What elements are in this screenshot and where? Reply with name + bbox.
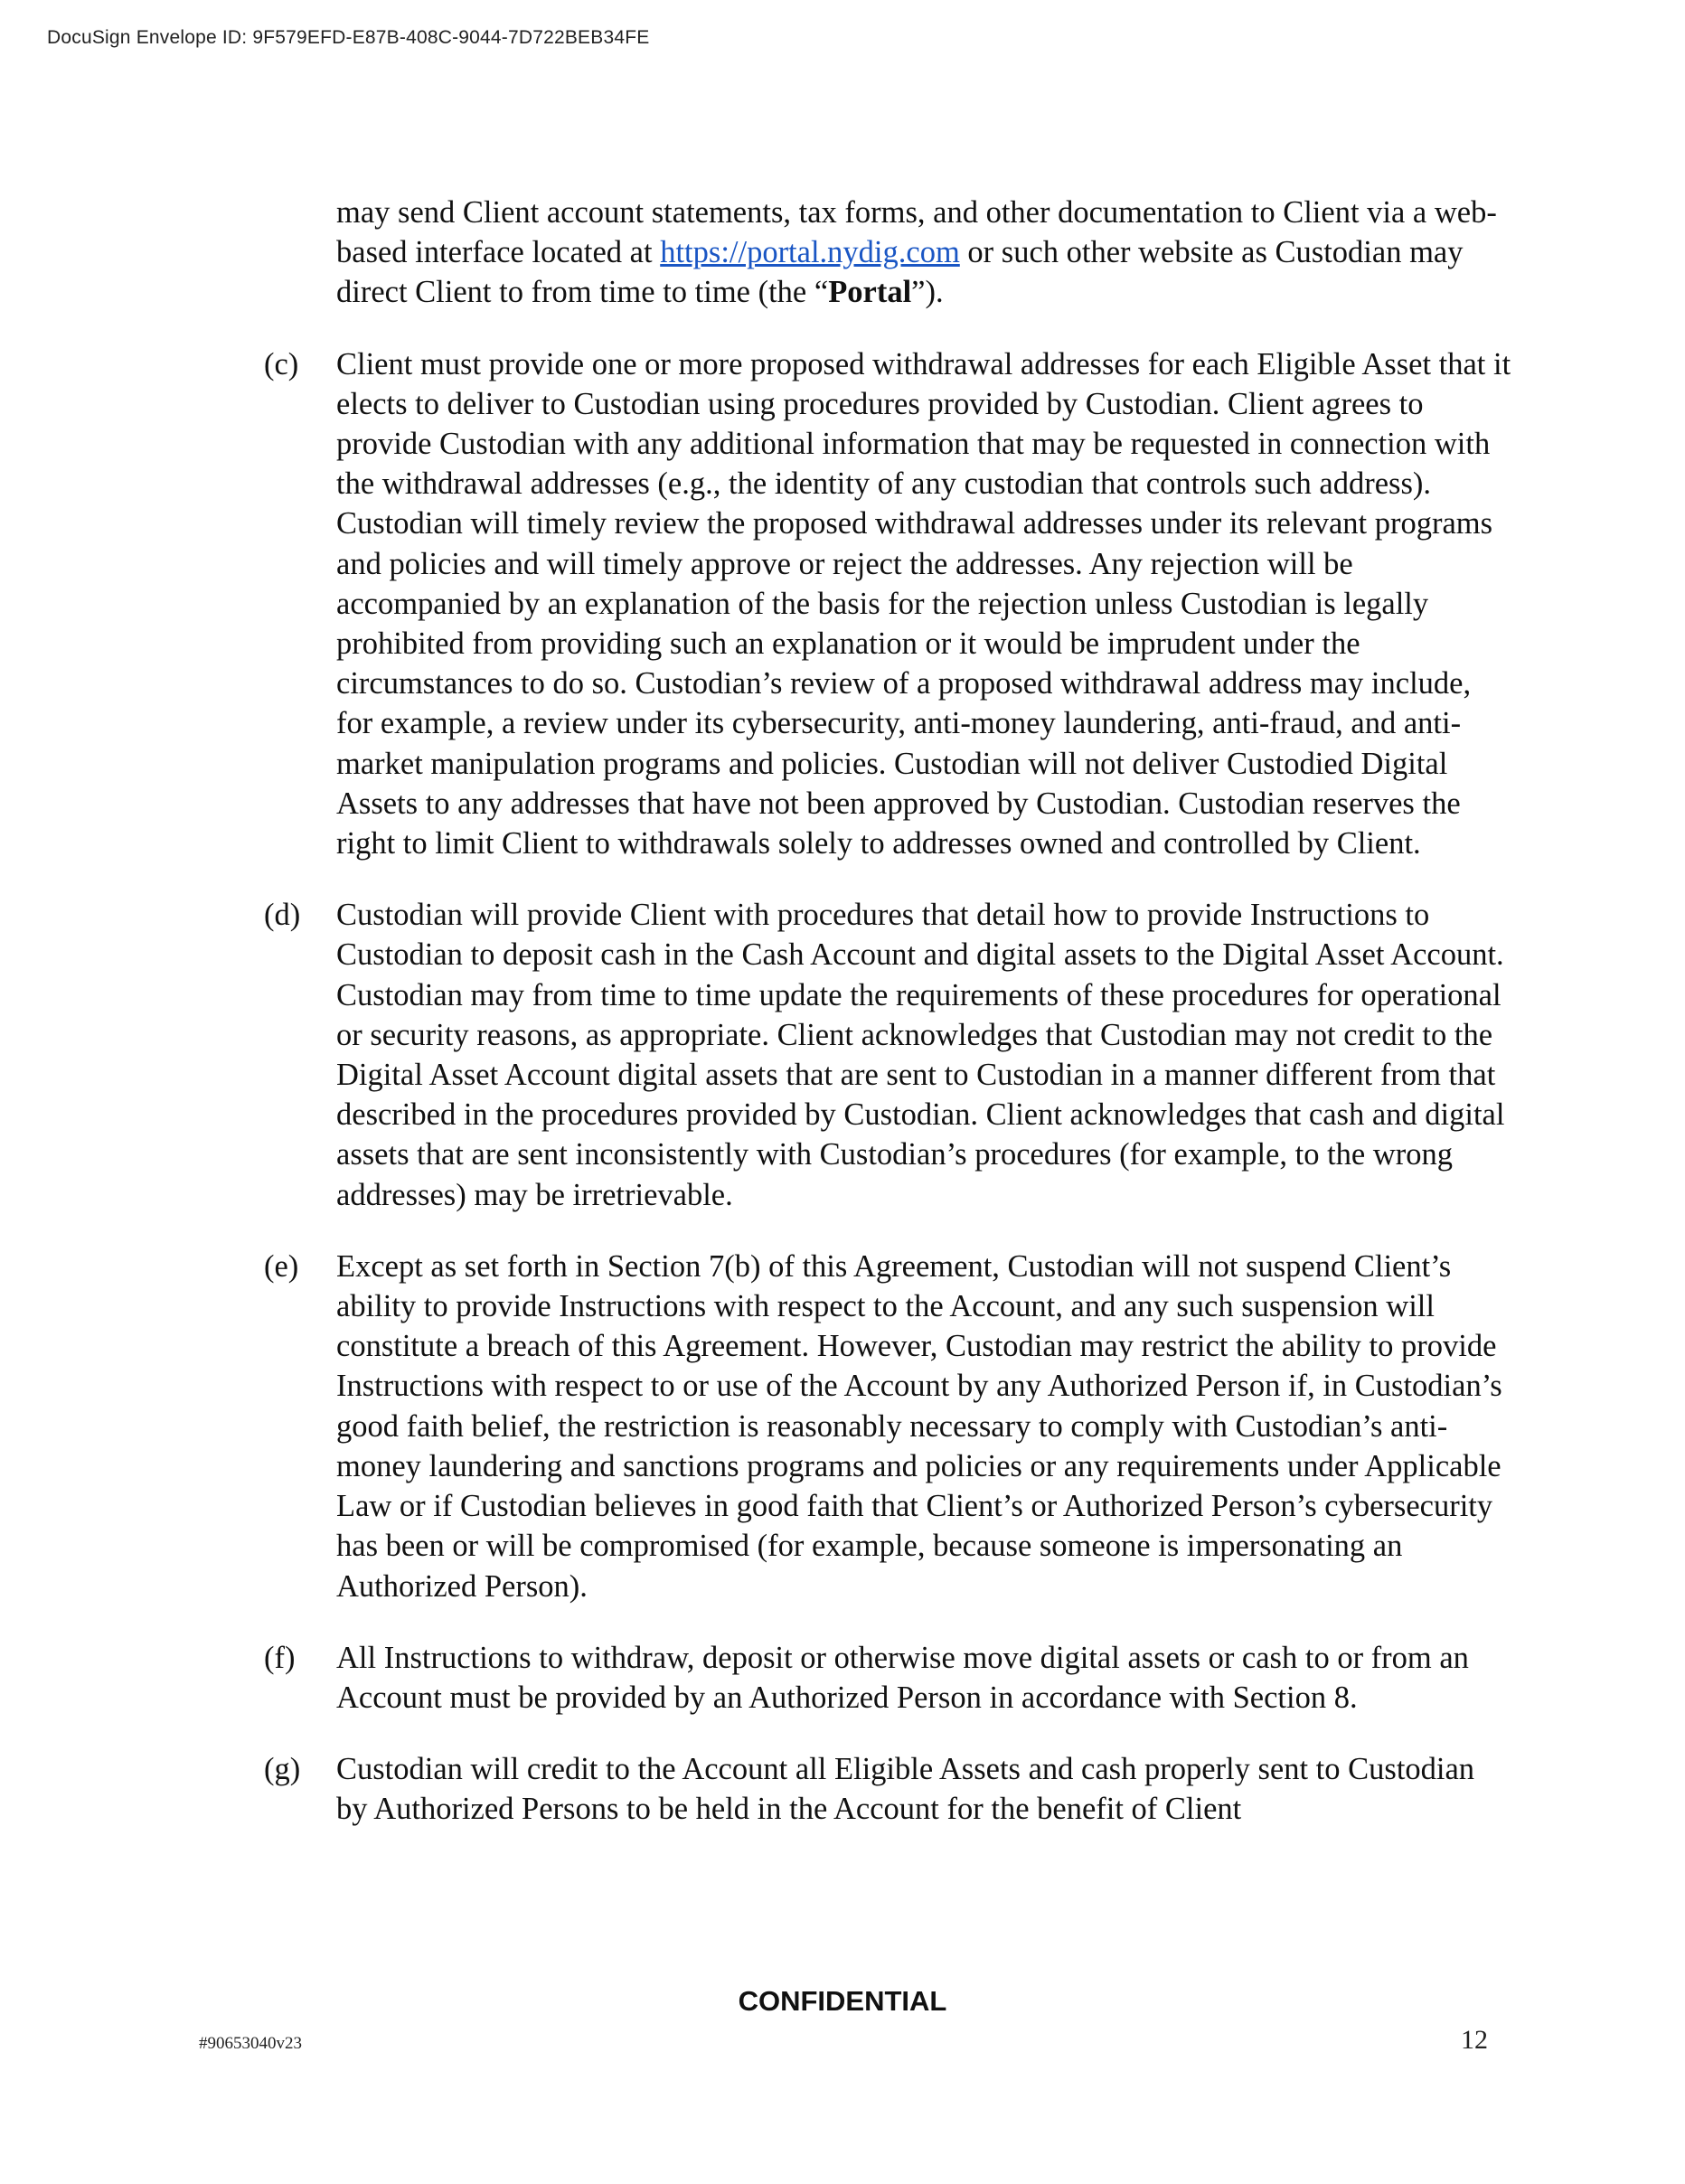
- clause-text: Except as set forth in Section 7(b) of this Agreement, Custodian will not suspend Client’s ability to provide Instructions with respect to the Account, and any such suspension will constitute a breach of this Agreement. However, Custodian may restrict the ability to provide Instructions with respect to or use of the Account by any Authorized Person if, in Custodian’s good faith belief, the restriction is reasonably necessary to comply with Custodian’s anti-money laundering and sanctions programs and policies or any requirements under Applicable Law or if Custodian believes in good faith that Client’s or Authorized Person’s cybersecurity has been or will be compromised (for example, because someone is impersonating an Authorized Person).: [336, 1248, 1502, 1604]
- page-number: 12: [1461, 2025, 1488, 2055]
- document-body: [264, 193, 1520, 1861]
- intro-text-2: or such other website as Custodian may direct Client to from time to time (the “: [336, 235, 1464, 310]
- clause-text: Custodian will provide Client with procedures that detail how to provide Instructions to Custodian to deposit cash in the Cash Account and digital assets to the Digital Asset Account. Custodian may from time to time update the requirements of these procedures for operational or security reasons, as appropriate. Client acknowledges that Custodian may not credit to the Digital Asset Account digital assets that are sent to Custodian in a manner different from that described in the procedures provided by Custodian. Client acknowledges that cash and digital assets that are sent inconsistently with Custodian’s procedures (for example, to the wrong addresses) may be irretrievable.: [336, 898, 1505, 1212]
- clause-text: Custodian will credit to the Account all Eligible Assets and cash properly sent to Custodian by Authorized Persons to be held in the Account for the benefit of Client: [336, 1752, 1475, 1827]
- intro-text-1: may send Client account statements, tax forms, and other documentation to Client via a web-based interface located at: [336, 195, 1497, 270]
- clause-g: [264, 1749, 1520, 1829]
- portal-defined-term: Portal: [828, 275, 912, 310]
- clause-label: (f): [264, 1640, 296, 1675]
- document-number: #90653040v23: [199, 2034, 302, 2053]
- clause-f: [264, 1638, 1520, 1718]
- intro-text-3: ”).: [911, 275, 944, 310]
- clause-label: (g): [264, 1752, 301, 1787]
- clause-e: [264, 1247, 1520, 1606]
- clause-label: (e): [264, 1248, 299, 1284]
- clause-c: [264, 344, 1520, 864]
- docusign-envelope-id: DocuSign Envelope ID: 9F579EFD-E87B-408C-9044-7D722BEB34FE: [47, 27, 650, 48]
- clause-text: Client must provide one or more proposed withdrawal addresses for each Eligible Asset that it elects to deliver to Custodian using procedures provided by Custodian. Client agrees to provide Custodian with any additional information that may be requested in connection with the withdrawal addresses (e.g., the identity of any custodian that controls such address). Custodian will timely review the proposed withdrawal addresses under its relevant programs and policies and will timely approve or reject the addresses. Any rejection will be accompanied by an explanation of the basis for the rejection unless Custodian is legally prohibited from providing such an explanation or it would be imprudent under the circumstances to do so. Custodian’s review of a proposed withdrawal address may include, for example, a review under its cybersecurity, anti-money laundering, anti-fraud, and anti-market manipulation programs and policies. Custodian will not deliver Custodied Digital Assets to any addresses that have not been approved by Custodian. Custodian reserves the right to limit Client to withdrawals solely to addresses owned and controlled by Client.: [336, 346, 1511, 861]
- portal-link[interactable]: https://portal.nydig.com: [660, 235, 960, 270]
- confidential-footer: CONFIDENTIAL: [738, 1985, 947, 2017]
- clause-text: All Instructions to withdraw, deposit or otherwise move digital assets or cash to or from an Account must be provided by an Authorized Person in accordance with Section 8.: [336, 1640, 1469, 1715]
- clause-label: (d): [264, 898, 301, 933]
- clause-label: (c): [264, 346, 299, 381]
- intro-paragraph: [264, 193, 1520, 313]
- clause-d: [264, 895, 1520, 1215]
